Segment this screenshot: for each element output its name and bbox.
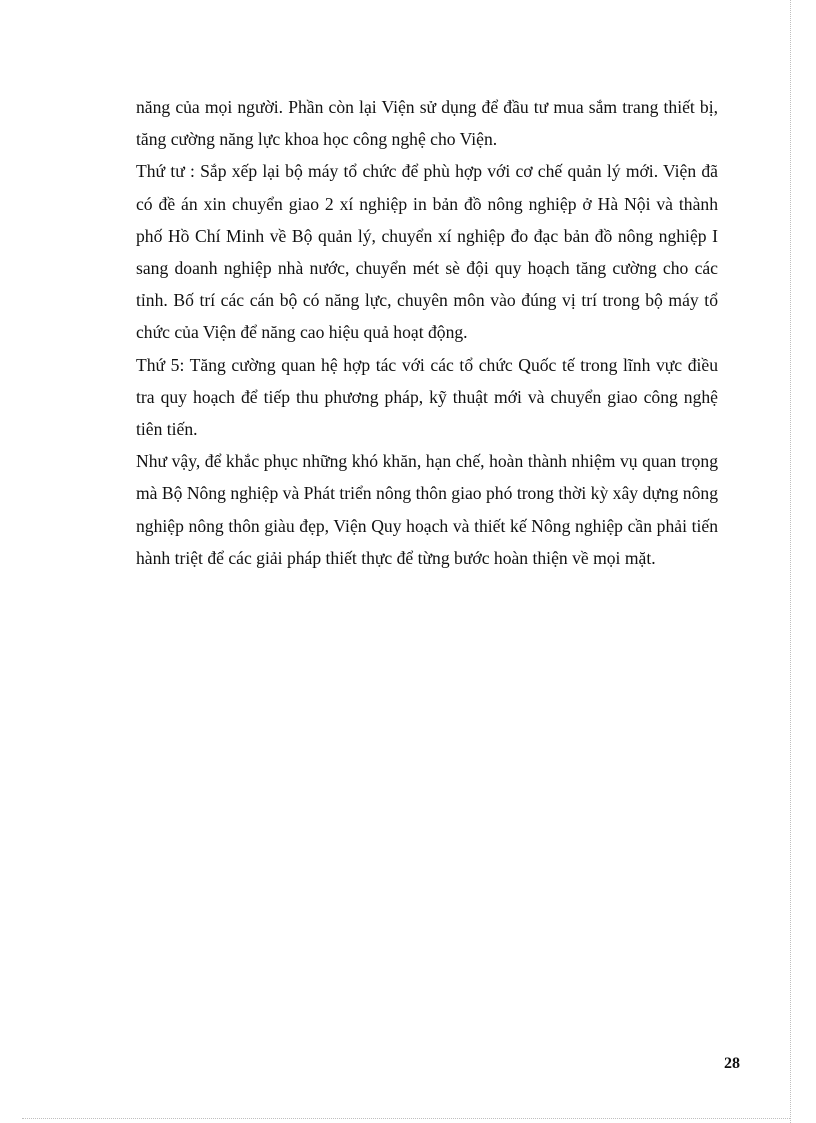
- page-number: 28: [724, 1055, 740, 1072]
- page-border-right: [790, 0, 791, 1123]
- paragraph-4: Như vậy, để khắc phục những khó khăn, hạn chế, hoàn thành nhiệm vụ quan trọng mà Bộ Nông nghiệp và Phát triển nông thôn giao phó trong thời kỳ xây dựng nông nghiệp nông thôn giàu đẹp, Viện Quy hoạch và thiết kế Nông nghiệp cần phải tiến hành triệt để các giải pháp thiết thực để từng bước hoàn thiện về mọi mặt.: [136, 451, 718, 568]
- page-border-bottom: [22, 1118, 790, 1119]
- paragraph-1: năng của mọi người. Phần còn lại Viện sử dụng để đầu tư mua sắm trang thiết bị, tăng cường năng lực khoa học công nghệ cho Viện.: [136, 97, 718, 150]
- paragraph-2: Thứ tư : Sắp xếp lại bộ máy tổ chức để phù hợp với cơ chế quản lý mới. Viện đã có đề án xin chuyển giao 2 xí nghiệp in bản đồ nông nghiệp ở Hà Nội và thành phố Hồ Chí Minh về Bộ quản lý, chuyển xí nghiệp đo đạc bản đồ nông nghiệp I sang doanh nghiệp nhà nước, chuyển mét sè đội quy hoạch tăng cường cho các tỉnh. Bố trí các cán bộ có năng lực, chuyên môn vào đúng vị trí trong bộ máy tổ chức của Viện để năng cao hiệu quả hoạt động.: [136, 161, 718, 343]
- body-text: [136, 91, 718, 574]
- paragraph-3: Thứ 5: Tăng cường quan hệ hợp tác với các tổ chức Quốc tế trong lĩnh vực điều tra quy hoạch để tiếp thu phương pháp, kỹ thuật mới và chuyển giao công nghệ tiên tiến.: [136, 354, 718, 440]
